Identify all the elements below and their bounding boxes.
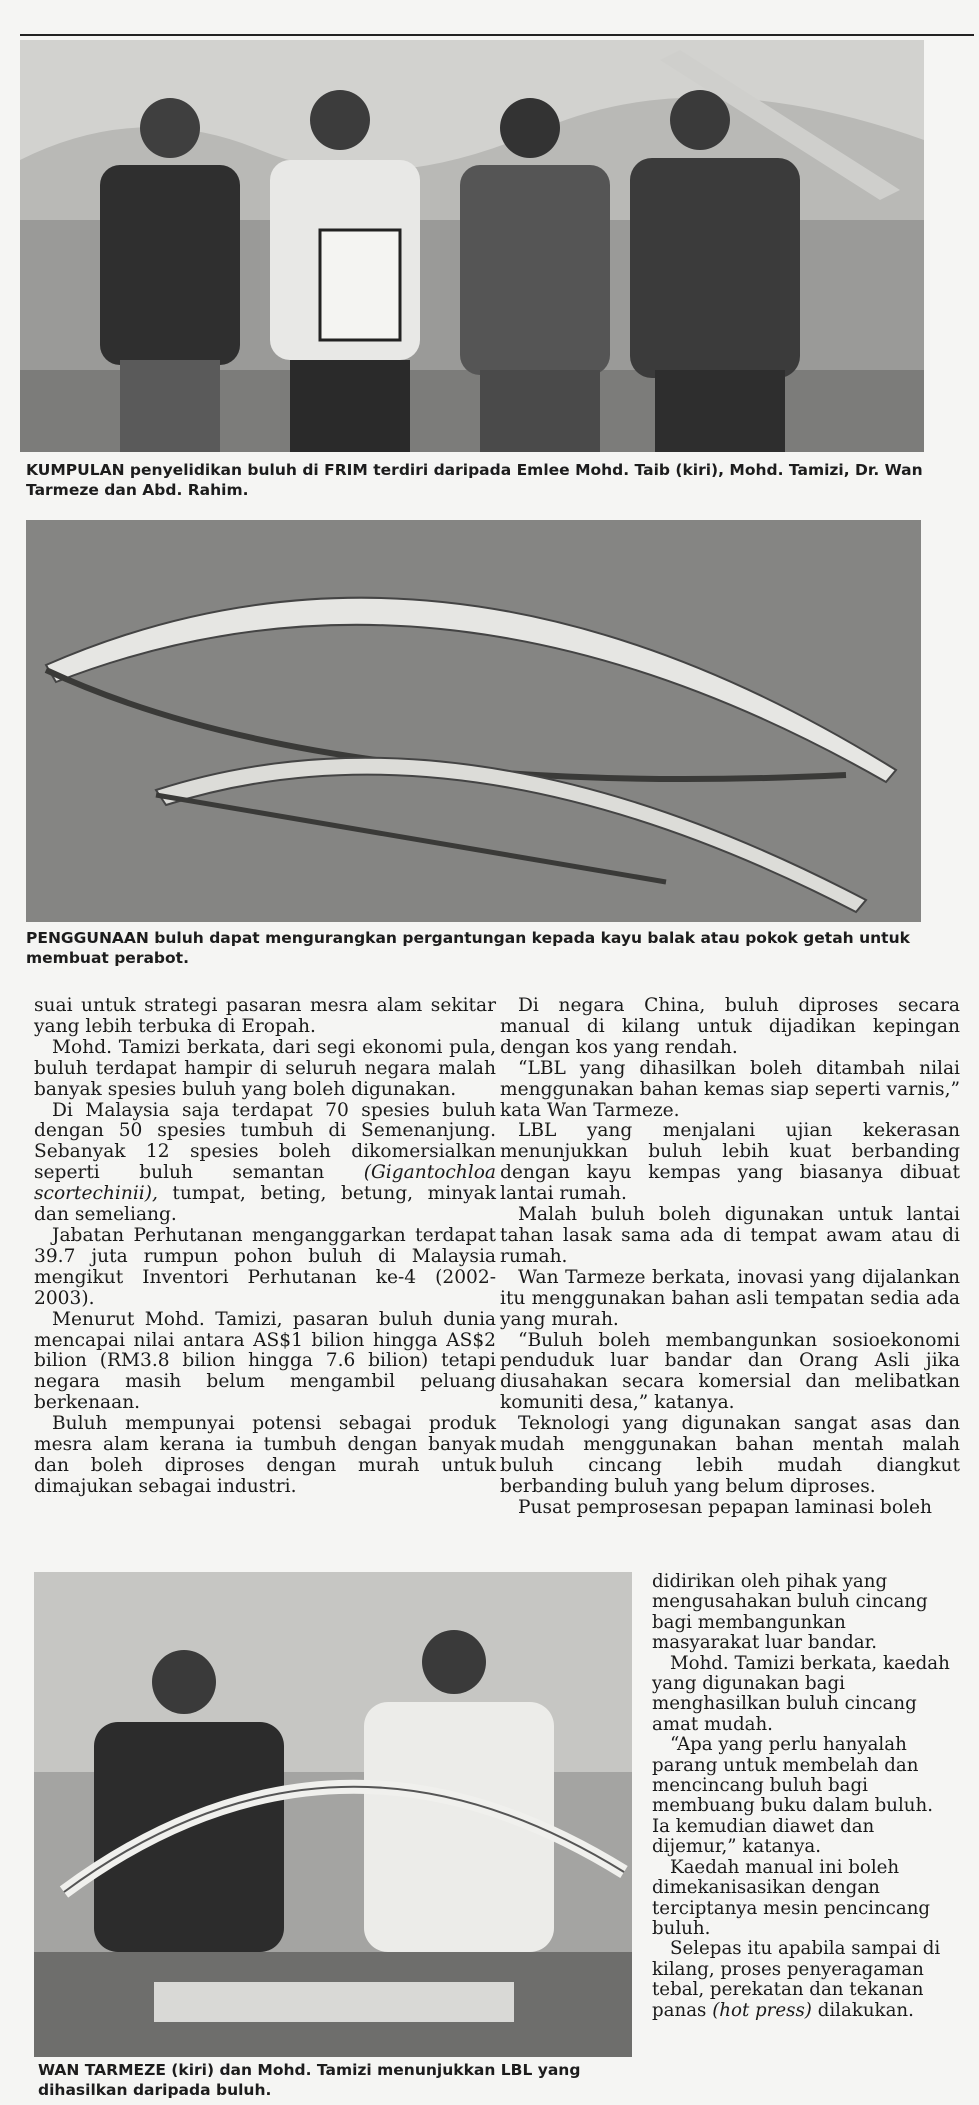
paragraph: Menurut Mohd. Tamizi, pasaran buluh dunia mencapai nilai antara AS$1 bilion hingga AS$2 bilion (RM3.8 bilion hingga 7.6 bilion) tetapi negara masih belum mengambil peluang berkenaan. — [34, 1308, 496, 1414]
lbl-demo-photo — [34, 1572, 632, 2057]
researchers-group-photo — [20, 40, 924, 452]
top-rule — [20, 34, 974, 36]
narrow-column — [652, 1572, 952, 2021]
paragraph: Di negara China, buluh diproses secara manual di kilang untuk dijadikan kepingan dengan kos yang rendah. — [500, 995, 960, 1058]
paragraph: Teknologi yang digunakan sangat asas dan mudah menggunakan bahan mentah malah buluh cincang lebih mudah diangkut berbanding buluh yang belum diproses. — [500, 1413, 960, 1497]
photo1-caption: KUMPULAN penyelidikan buluh di FRIM terdiri daripada Emlee Mohd. Taib (kiri), Mohd. Tamizi, Dr. Wan Tarmeze dan Abd. Rahim. — [26, 461, 923, 499]
paragraph: Pusat pemprosesan pepapan laminasi boleh — [518, 1496, 932, 1518]
paragraph: Kaedah manual ini boleh dimekanisasikan dengan terciptanya mesin pencincang buluh. — [652, 1856, 931, 1939]
paragraph: Malah buluh boleh digunakan untuk lantai tahan lasak sama ada di tempat awam atau di rumah. — [500, 1204, 960, 1267]
photo3-caption: WAN TARMEZE (kiri) dan Mohd. Tamizi menunjukkan LBL yang dihasilkan daripada buluh. — [38, 2061, 581, 2099]
paragraph: “Buluh boleh membangunkan sosioekonomi penduduk luar bandar dan Orang Asli jika diusahakan secara komersial dan melibatkan komuniti desa,” katanya. — [500, 1329, 960, 1414]
paragraph: “Apa yang perlu hanyalah parang untuk membelah dan mencincang buluh bagi membuang buku dalam buluh. Ia kemudian diawet dan dijemur,” katanya. — [652, 1734, 934, 1858]
paragraph: Wan Tarmeze berkata, inovasi yang dijalankan itu menggunakan bahan asli tempatan sedia ada yang murah. — [500, 1266, 960, 1330]
paragraph: Selepas itu apabila sampai di kilang, proses penyeragaman tebal, perekatan dan tekanan panas (hot press) dilakukan. — [652, 1938, 941, 2021]
paragraph: LBL yang menjalani ujian kekerasan menunjukkan buluh lebih kuat berbanding dengan kayu kempas yang biasanya dibuat lantai rumah. — [500, 1120, 960, 1205]
paragraph: didirikan oleh pihak yang mengusahakan buluh cincang bagi membangunkan masyarakat luar bandar. — [652, 1571, 928, 1654]
paragraph: Jabatan Perhutanan menganggarkan terdapat 39.7 juta rumpun pohon buluh di Malaysia mengikut Inventori Perhutanan ke-4 (2002-2003). — [34, 1224, 496, 1309]
paragraph: Mohd. Tamizi berkata, dari segi ekonomi pula, buluh terdapat hampir di seluruh negara malah banyak spesies buluh yang boleh digunakan. — [34, 1036, 496, 1100]
paragraph: Buluh mempunyai potensi sebagai produk mesra alam kerana ia tumbuh dengan banyak dan boleh diproses dengan murah untuk dimajukan sebagai industri. — [34, 1413, 496, 1497]
bamboo-strips-photo — [26, 520, 921, 922]
paragraph: Di Malaysia saja terdapat 70 spesies buluh dengan 50 spesies tumbuh di Semenanjung. Sebanyak 12 spesies boleh dikomersialkan seperti buluh semantan (Gigantochloa scortechinii), tumpat, beting, betung, minyak dan semeliang. — [34, 1099, 496, 1226]
left-column — [34, 996, 496, 1498]
right-column — [500, 996, 960, 1519]
paragraph: Mohd. Tamizi berkata, kaedah yang digunakan bagi menghasilkan buluh cincang amat mudah. — [652, 1652, 950, 1735]
photo2-caption: PENGGUNAAN buluh dapat mengurangkan pergantungan kepada kayu balak atau pokok getah untuk membuat perabot. — [26, 929, 910, 967]
paragraph: suai untuk strategi pasaran mesra alam sekitar yang lebih terbuka di Eropah. — [34, 995, 496, 1037]
paragraph: “LBL yang dihasilkan boleh ditambah nilai menggunakan bahan kemas siap seperti varnis,” kata Wan Tarmeze. — [500, 1057, 960, 1121]
